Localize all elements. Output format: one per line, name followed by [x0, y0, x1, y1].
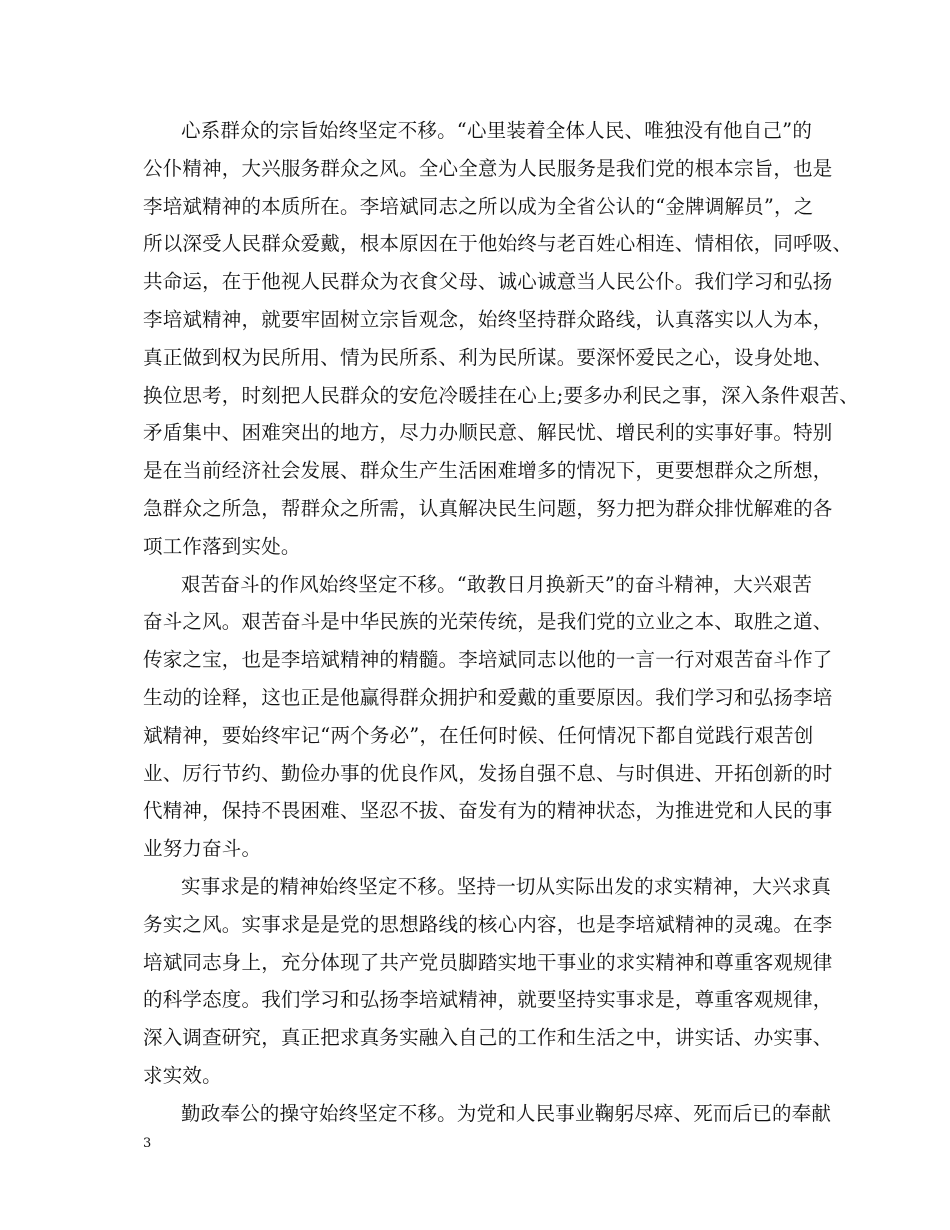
paragraph-4-line-1: 勤政奉公的操守始终坚定不移。为党和人民事业鞠躬尽瘁、死而后已的奉献	[181, 1101, 832, 1125]
paragraph-1-line-3: 李培斌精神的本质所在。李培斌同志之所以成为全省公认的“金牌调解员”，之	[143, 194, 814, 218]
paragraph-2-line-1: 艰苦奋斗的作风始终坚定不移。“敢教日月换新天”的奋斗精神，大兴艰苦	[181, 572, 813, 596]
paragraph-2-line-8: 业努力奋斗。	[143, 837, 262, 861]
paragraph-1-line-9: 矛盾集中、困难突出的地方，尽力办顺民意、解民忧、增民利的实事好事。特别	[143, 421, 833, 445]
paragraph-3-line-3: 培斌同志身上，充分体现了共产党员脚踏实地干事业的求实精神和尊重客观规律	[143, 950, 833, 974]
paragraph-1-line-8: 换位思考，时刻把人民群众的安危冷暖挂在心上;要多办利民之事，深入条件艰苦、	[143, 383, 859, 407]
paragraph-2-line-3: 传家之宝，也是李培斌精神的精髓。李培斌同志以他的一言一行对艰苦奋斗作了	[143, 648, 833, 672]
body-text	[143, 112, 859, 1133]
paragraph-2-line-6: 业、厉行节约、勤俭办事的优良作风，发扬自强不息、与时俱进、开拓创新的时	[143, 761, 833, 785]
paragraph-2-line-7: 代精神，保持不畏困难、坚忍不拔、奋发有为的精神状态，为推进党和人民的事	[143, 799, 833, 823]
paragraph-3-line-6: 求实效。	[143, 1063, 222, 1087]
paragraph-1-line-6: 李培斌精神，就要牢固树立宗旨观念，始终坚持群众路线，认真落实以人为本，	[143, 307, 833, 331]
paragraph-3-line-5: 深入调查研究，真正把求真务实融入自己的工作和生活之中，讲实话、办实事、	[143, 1026, 833, 1050]
page-number: 3	[143, 1136, 152, 1151]
paragraph-1-line-11: 急群众之所急，帮群众之所需，认真解决民生问题，努力把为群众排忧解难的各	[143, 496, 833, 520]
paragraph-2-line-2: 奋斗之风。艰苦奋斗是中华民族的光荣传统，是我们党的立业之本、取胜之道、	[143, 610, 833, 634]
paragraph-3-line-1: 实事求是的精神始终坚定不移。坚持一切从实际出发的求实精神，大兴求真	[181, 874, 832, 898]
paragraph-1-line-7: 真正做到权为民所用、情为民所系、利为民所谋。要深怀爱民之心，设身处地、	[143, 345, 833, 369]
paragraph-1-line-4: 所以深受人民群众爱戴，根本原因在于他始终与老百姓心相连、情相依，同呼吸、	[143, 232, 853, 256]
paragraph-3-line-4: 的科学态度。我们学习和弘扬李培斌精神，就要坚持实事求是，尊重客观规律，	[143, 988, 833, 1012]
paragraph-2-line-5: 斌精神，要始终牢记“两个务必”，在任何时候、任何情况下都自觉践行艰苦创	[143, 723, 814, 747]
paragraph-1-line-2: 公仆精神，大兴服务群众之风。全心全意为人民服务是我们党的根本宗旨，也是	[143, 156, 833, 180]
paragraph-1-line-12: 项工作落到实处。	[143, 534, 301, 558]
paragraph-1-line-1: 心系群众的宗旨始终坚定不移。“心里装着全体人民、唯独没有他自己”的	[181, 119, 813, 142]
paragraph-3-line-2: 务实之风。实事求是是党的思想路线的核心内容，也是李培斌精神的灵魂。在李	[143, 912, 833, 936]
paragraph-1-line-5: 共命运，在于他视人民群众为衣食父母、诚心诚意当人民公仆。我们学习和弘扬	[143, 270, 833, 294]
paragraph-2-line-4: 生动的诠释，这也正是他赢得群众拥护和爱戴的重要原因。我们学习和弘扬李培	[143, 685, 833, 709]
paragraph-1-line-10: 是在当前经济社会发展、群众生产生活困难增多的情况下，更要想群众之所想，	[143, 459, 833, 483]
